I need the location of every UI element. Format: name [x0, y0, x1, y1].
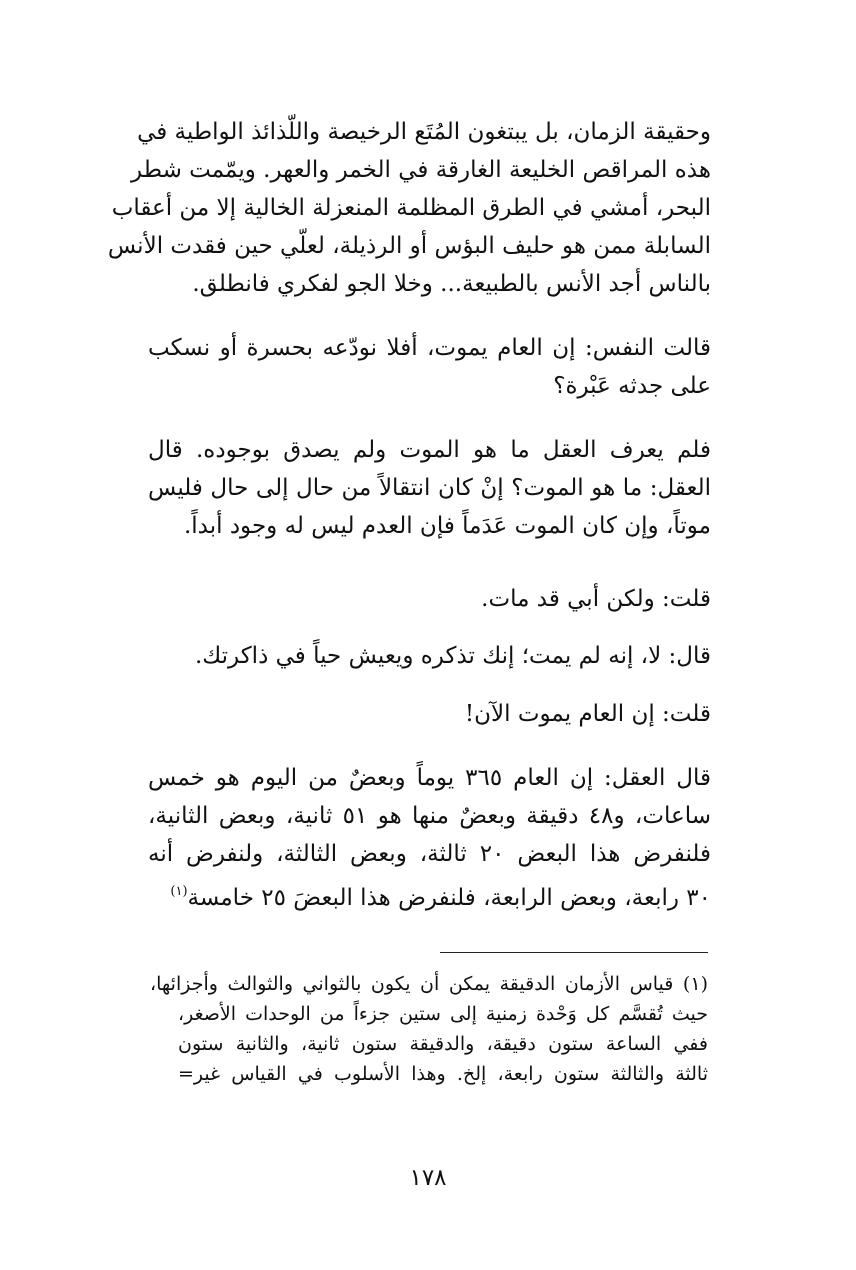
text-line: هذه المراقص الخليعة الغارقة في الخمر والعهر. ويمّمت شطر: [131, 157, 711, 183]
text-line: العقل: ما هو الموت؟ إنْ كان انتقالاً من حال إلى حال فليس: [148, 475, 711, 501]
footnote-separator: [440, 952, 708, 953]
footnote-line: ثالثة والثالثة ستون رابعة، إلخ. وهذا الأسلوب في القياس غير=: [178, 1063, 708, 1085]
footnote-line: ففي الساعة ستون دقيقة، والدقيقة ستون ثانية، والثانية ستون: [178, 1033, 708, 1055]
text-line: موتاً، وإن كان الموت عَدَماً فإن العدم ليس له وجود أبداً.: [183, 513, 711, 539]
text-line: ساعات، و٤٨ دقيقة وبعضٌ منها هو ٥١ ثانية، وبعض الثانية،: [148, 803, 711, 829]
text-line: قالت النفس: إن العام يموت، أفلا نودّعه بحسرة أو نسكب: [148, 335, 711, 361]
dialogue-line: قلت: ولكن أبي قد مات.: [481, 586, 711, 612]
page-number: ١٧٨: [409, 1165, 447, 1191]
text-line: بالناس أجد الأنس بالطبيعة... وخلا الجو لفكري فانطلق.: [192, 271, 711, 297]
footnote-reference: (١): [170, 884, 188, 899]
text-line: البحر، أمشي في الطرق المظلمة المنعزلة الخالية إلا من أعقاب: [111, 195, 711, 221]
text-line: [148, 874, 711, 916]
text-line-content: ٣٠ رابعة، وبعض الرابعة، فلنفرض هذا البعضَ ٢٥ خامسة: [187, 885, 711, 911]
text-line: على جدثه عَبْرة؟: [553, 373, 711, 399]
dialogue-line: قال: لا، إنه لم يمت؛ إنك تذكره ويعيش حياً في ذاكرتك.: [194, 643, 711, 669]
text-line: وحقيقة الزمان، بل يبتغون المُتَع الرخيصة واللّذائذ الواطية في: [137, 119, 711, 145]
text-line: فلنفرض هذا البعض ٢٠ ثالثة، وبعض الثالثة، ولنفرض أنه: [148, 841, 711, 867]
text-line: السابلة ممن هو حليف البؤس أو الرذيلة، لعلّي حين فقدت الأنس: [107, 233, 711, 259]
footnote-line: حيث تُقسَّم كل وَحْدة زمنية إلى ستين جزءاً من الوحدات الأصغر،: [178, 1003, 708, 1025]
dialogue-line: قلت: إن العام يموت الآن!: [464, 701, 711, 727]
footnote-line: (١) قياس الأزمان الدقيقة يمكن أن يكون بالثواني والثوالث وأجزائها،: [150, 973, 708, 995]
text-line: فلم يعرف العقل ما هو الموت ولم يصدق بوجوده. قال: [148, 437, 711, 463]
text-line: قال العقل: إن العام ٣٦٥ يوماً وبعضٌ من اليوم هو خمس: [148, 765, 711, 791]
